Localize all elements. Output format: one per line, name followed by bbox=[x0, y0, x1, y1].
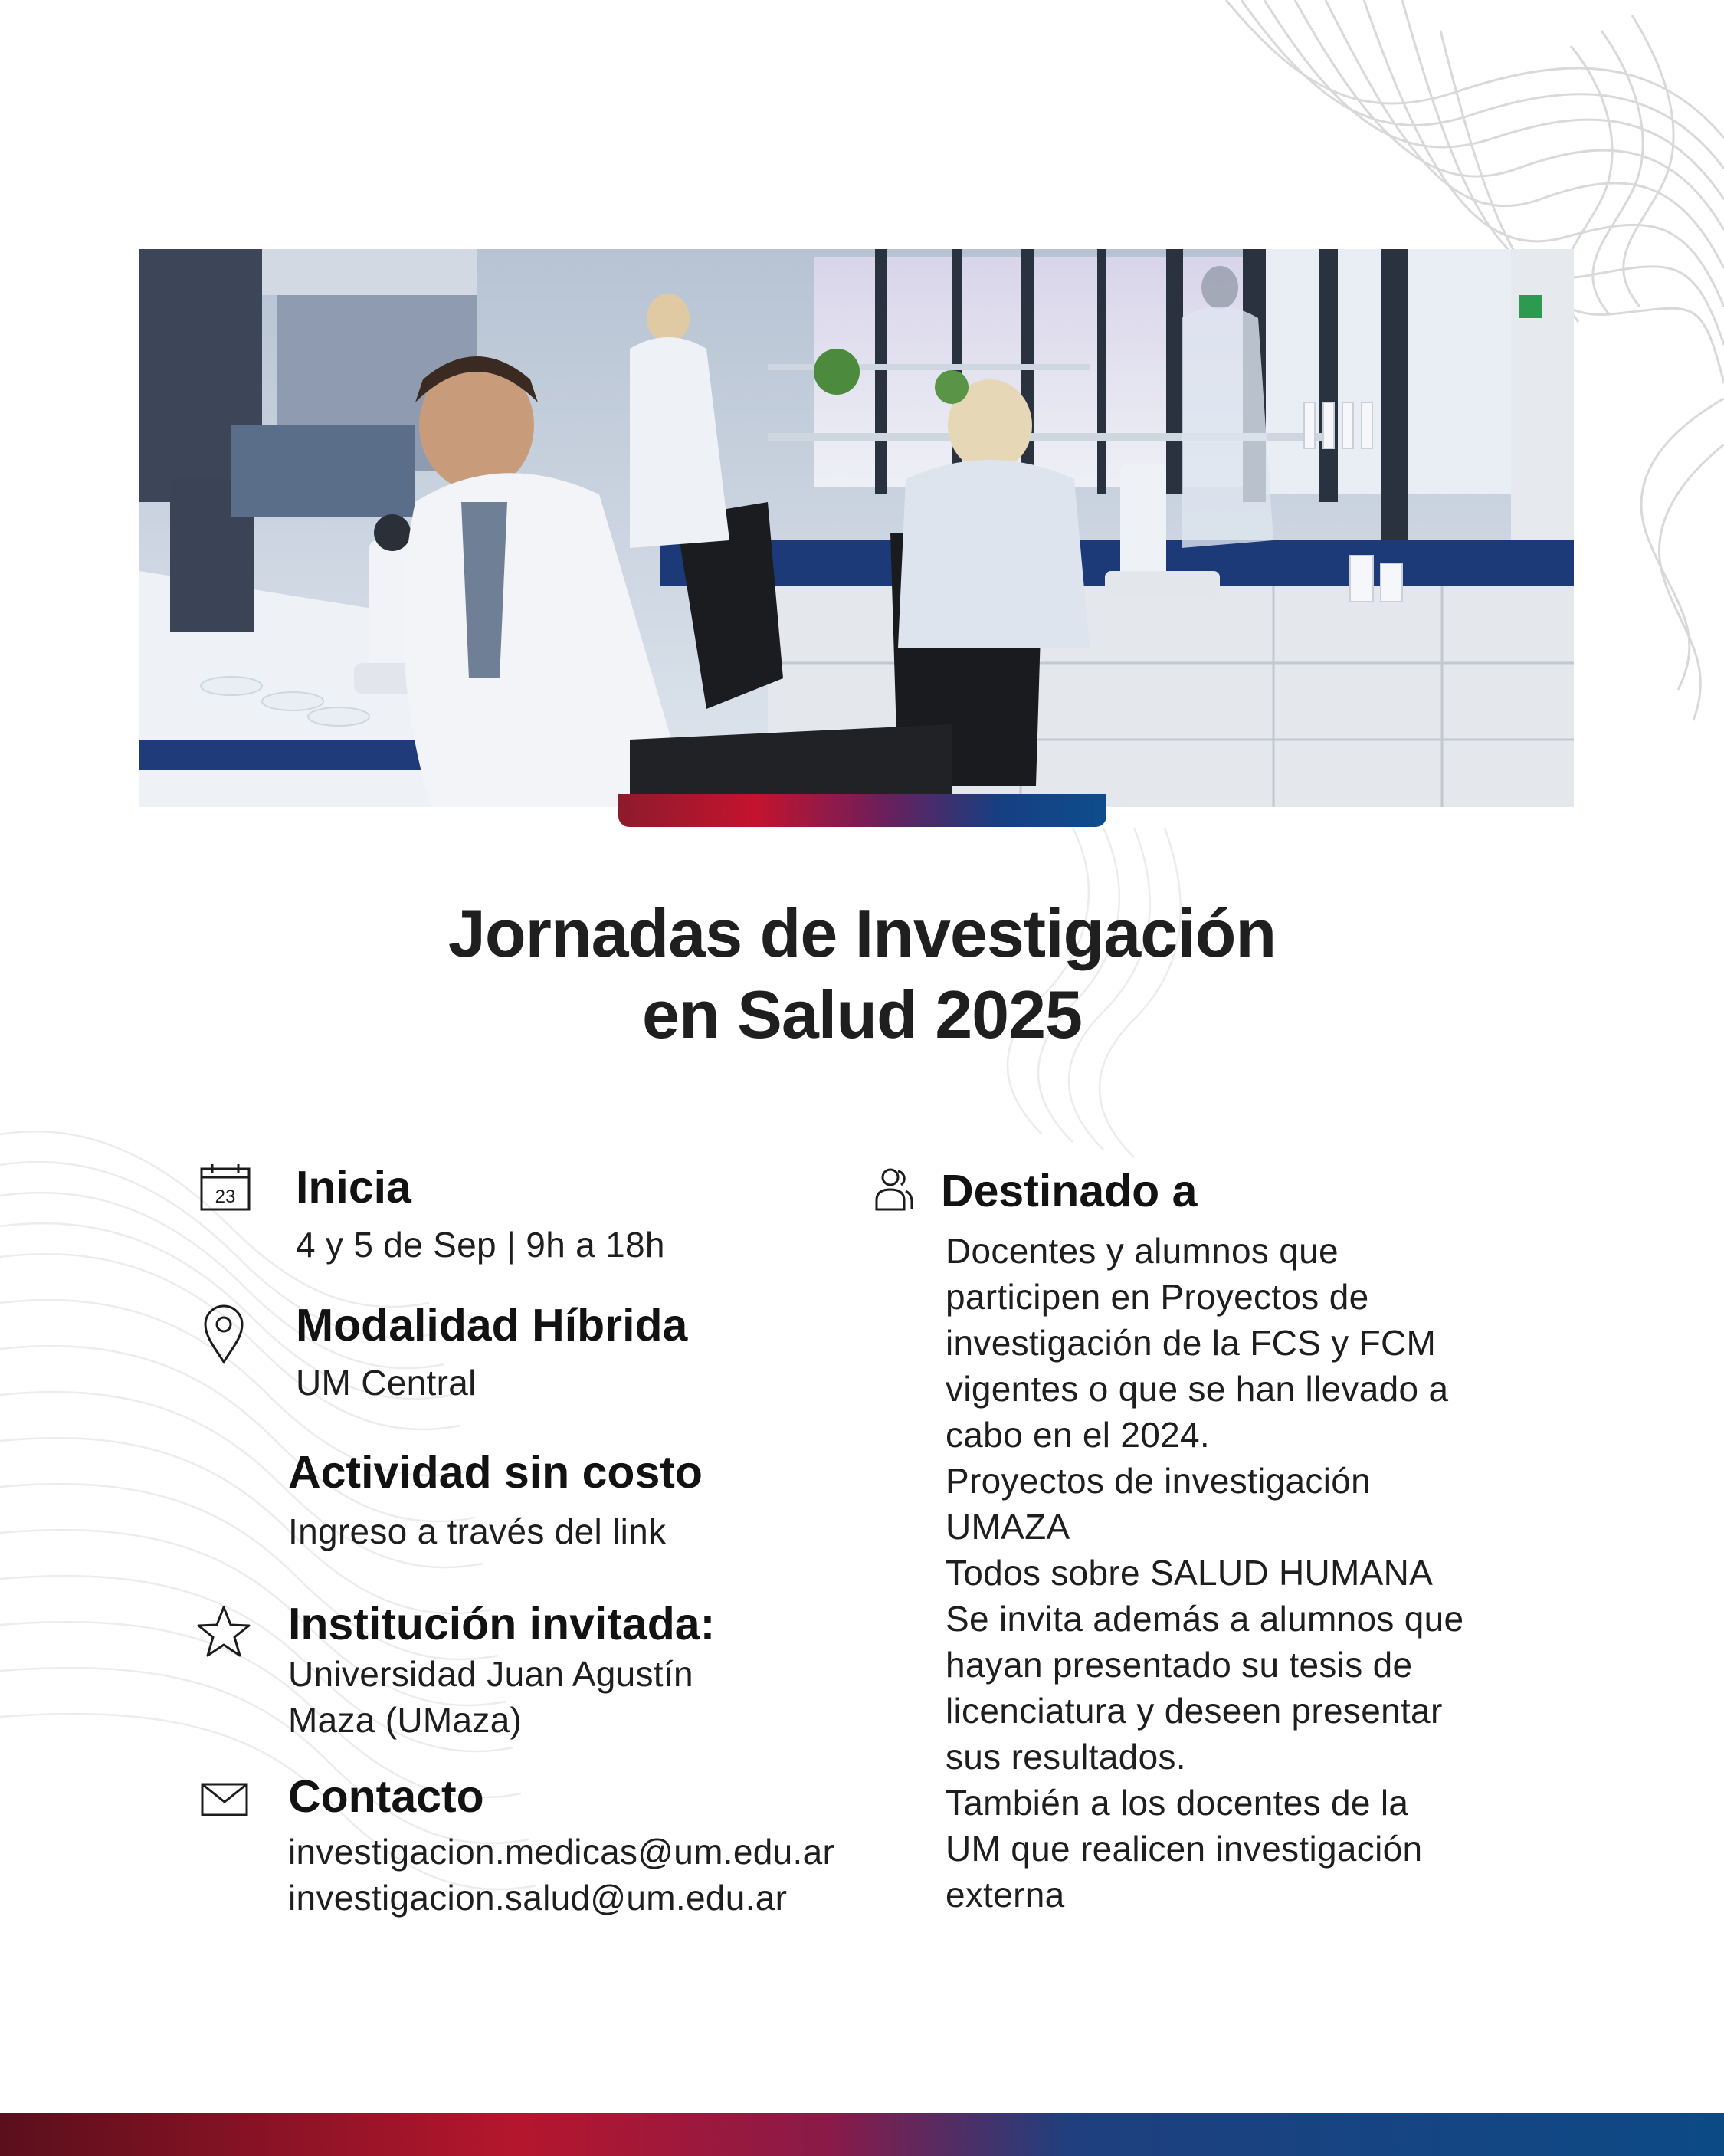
hero-accent-bar bbox=[618, 794, 1106, 827]
start-heading: Inicia bbox=[296, 1162, 411, 1213]
institution-line-2: Maza (UMaza) bbox=[288, 1700, 523, 1740]
title-line-1: Jornadas de Investigación bbox=[447, 895, 1277, 971]
audience-line: Se invita además a alumnos que bbox=[946, 1599, 1464, 1639]
audience-line: Docentes y alumnos que bbox=[946, 1231, 1339, 1271]
audience-line: UM que realicen investigación bbox=[946, 1829, 1423, 1869]
audience-line: vigentes o que se han llevado a bbox=[946, 1369, 1449, 1409]
audience-line: hayan presentado su tesis de bbox=[946, 1645, 1413, 1685]
audience-line: participen en Proyectos de bbox=[946, 1277, 1369, 1317]
page-title bbox=[0, 893, 1724, 1055]
audience-line: sus resultados. bbox=[946, 1737, 1186, 1777]
cost-text: Ingreso a través del link bbox=[288, 1511, 667, 1551]
start-text: 4 y 5 de Sep | 9h a 18h bbox=[296, 1225, 665, 1265]
audience-line: externa bbox=[946, 1875, 1065, 1915]
audience-line: investigación de la FCS y FCM bbox=[946, 1323, 1437, 1363]
audience-line: licenciatura y deseen presentar bbox=[946, 1691, 1443, 1731]
calendar-icon bbox=[199, 1163, 251, 1212]
contact-email-2[interactable]: investigacion.salud@um.edu.ar bbox=[288, 1878, 788, 1918]
modality-text: UM Central bbox=[296, 1363, 477, 1403]
contact-email-1[interactable]: investigacion.medicas@um.edu.ar bbox=[288, 1832, 835, 1872]
star-icon bbox=[196, 1605, 251, 1659]
contact-heading: Contacto bbox=[288, 1771, 484, 1822]
audience-line: También a los docentes de la bbox=[946, 1783, 1409, 1823]
cost-heading: Actividad sin costo bbox=[288, 1447, 703, 1498]
audience-heading: Destinado a bbox=[941, 1166, 1198, 1216]
audience-line: Todos sobre SALUD HUMANA bbox=[946, 1553, 1434, 1593]
title-line-2: en Salud 2025 bbox=[642, 976, 1082, 1052]
modality-heading: Modalidad Híbrida bbox=[296, 1300, 688, 1350]
envelope-icon bbox=[201, 1783, 248, 1816]
calendar-day: 23 bbox=[215, 1186, 236, 1207]
audience-line: cabo en el 2024. bbox=[946, 1415, 1210, 1455]
audience-line: Proyectos de investigación bbox=[946, 1461, 1371, 1501]
institution-line-1: Universidad Juan Agustín bbox=[288, 1654, 693, 1694]
audience-line: UMAZA bbox=[946, 1507, 1070, 1547]
hero-lab-image bbox=[139, 249, 1574, 807]
institution-heading: Institución invitada: bbox=[288, 1599, 716, 1649]
location-pin-icon bbox=[202, 1303, 245, 1364]
people-icon bbox=[873, 1167, 913, 1211]
audience-text bbox=[946, 1228, 1543, 1918]
footer-gradient-bar bbox=[0, 2113, 1724, 2156]
